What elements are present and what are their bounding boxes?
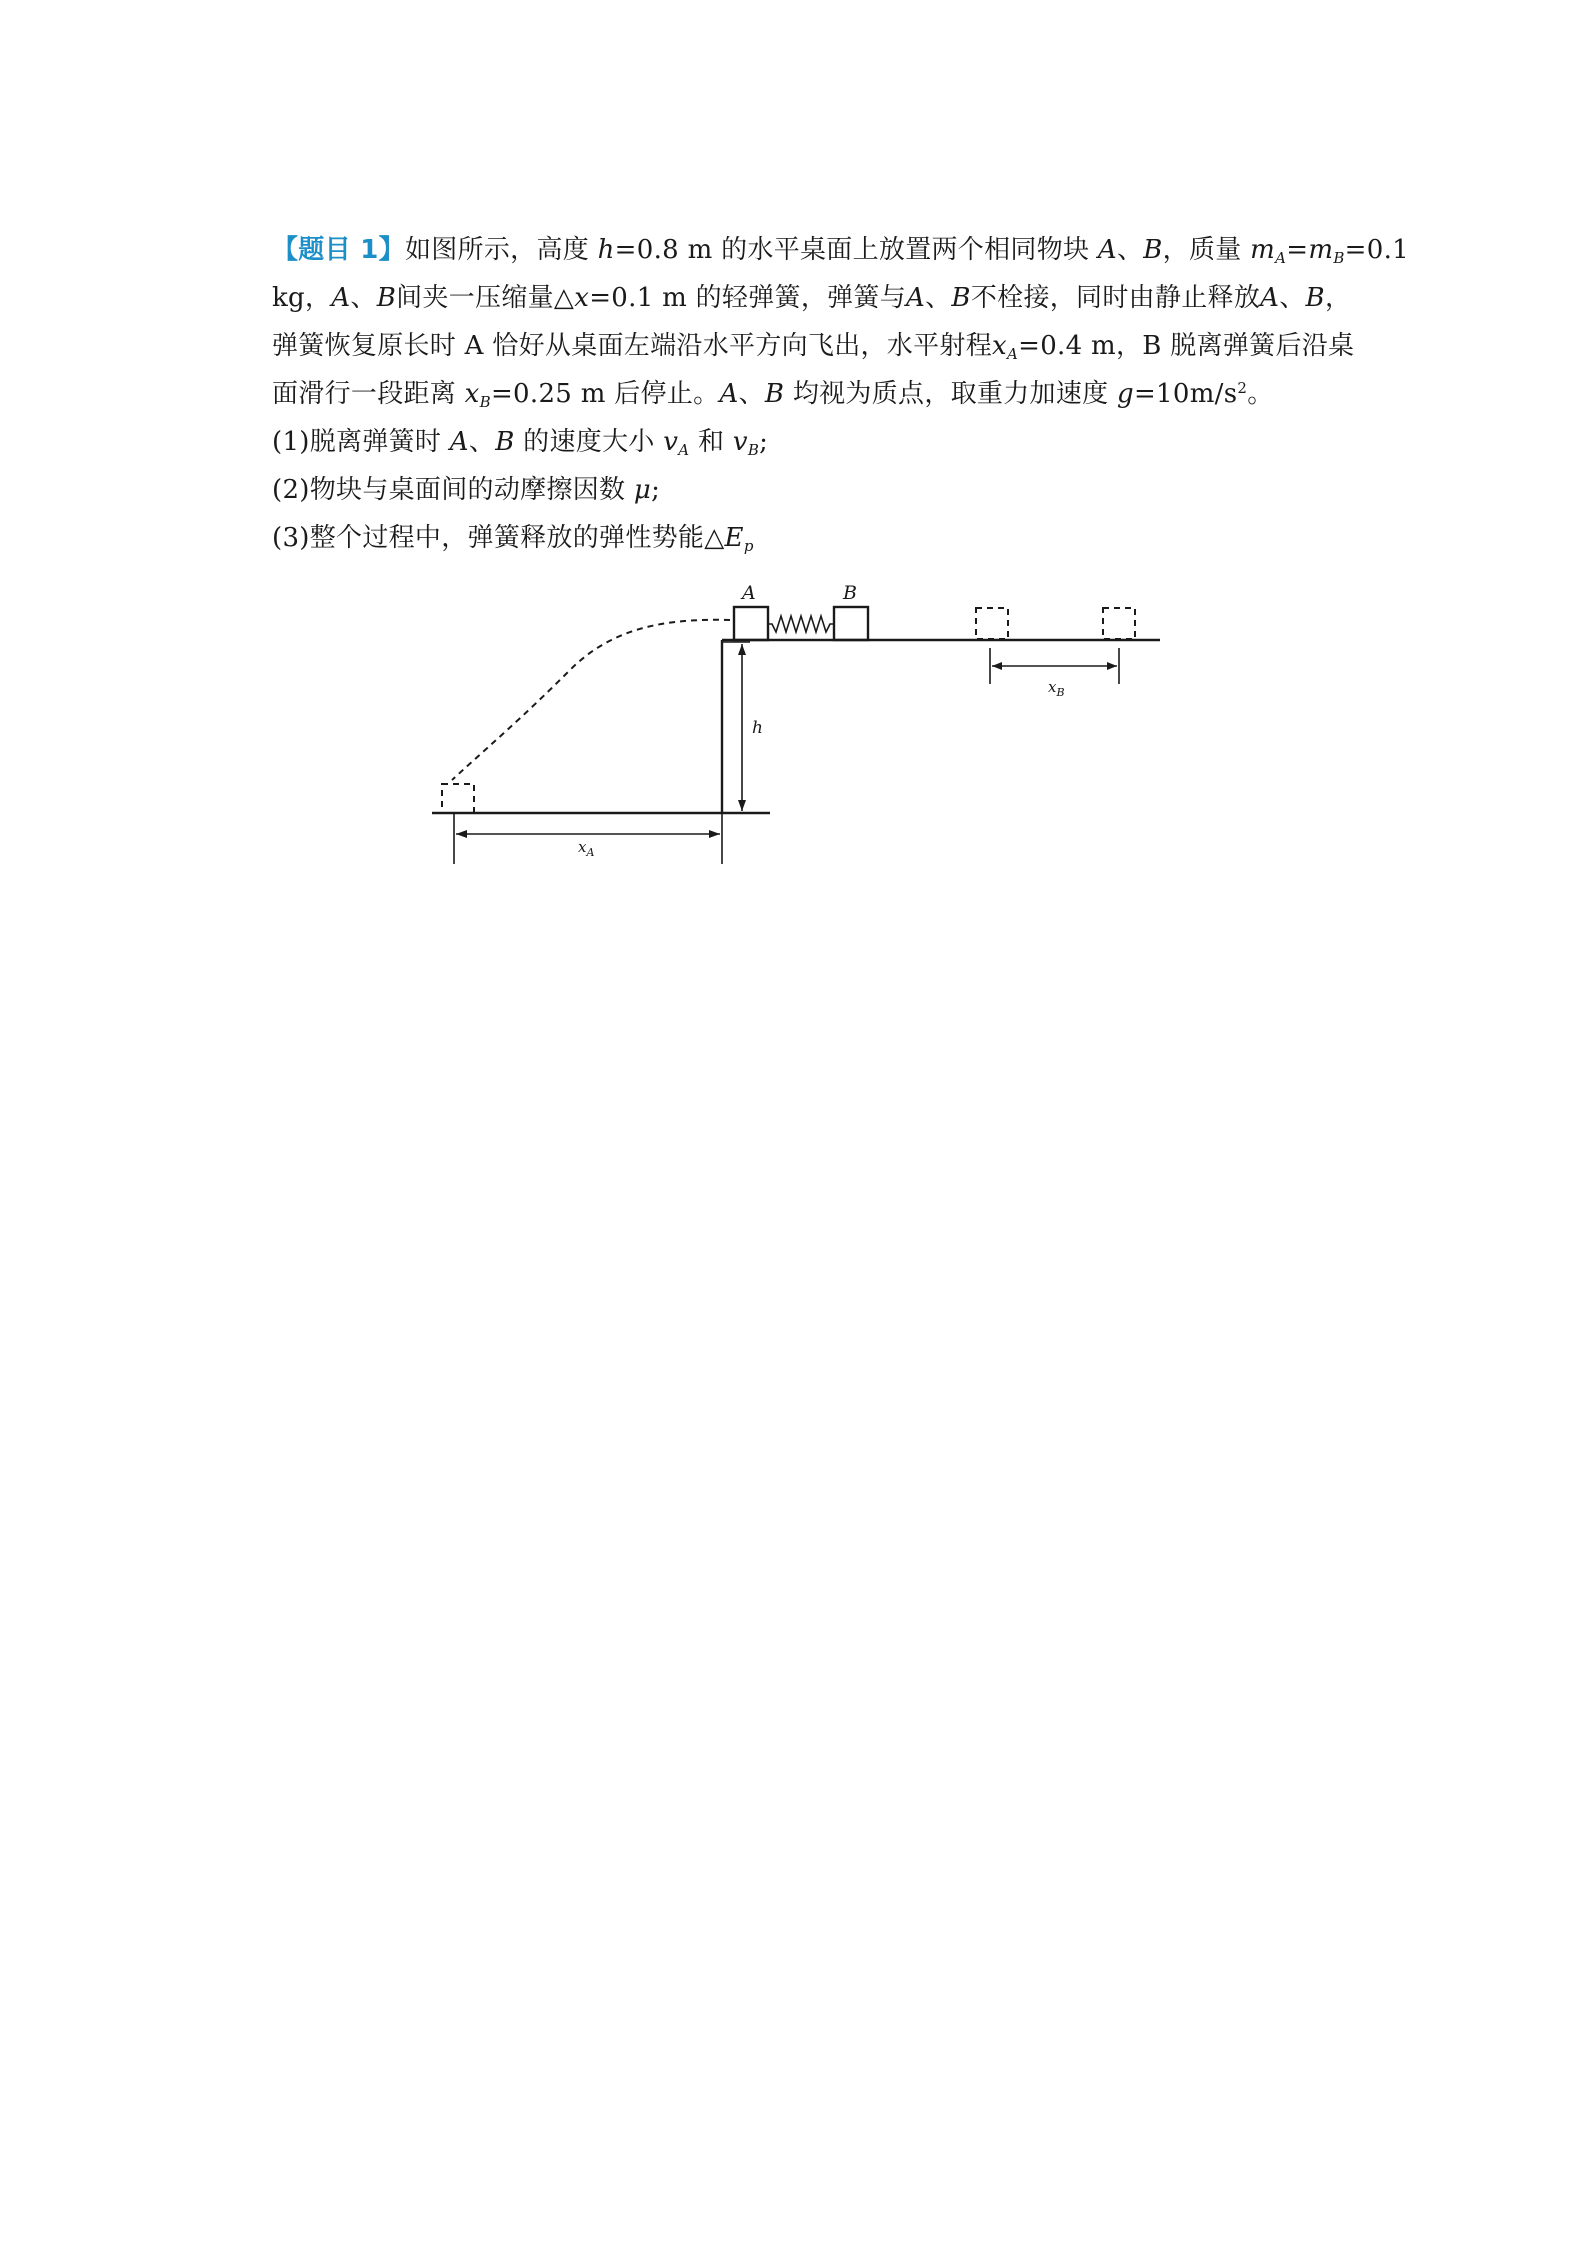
question-1 [272,418,1324,466]
question-2 [272,466,1324,514]
text: 的速度大小 [514,427,664,457]
xb-arrowhead-left [992,662,1002,670]
problem-line-2 [272,274,1352,322]
text: =10m/s [1133,379,1238,409]
var-x: x [464,379,480,409]
var-B: B [1305,283,1325,313]
var-A: A [449,427,469,457]
text: ， [1324,283,1352,313]
var-B: B [1143,235,1163,265]
text: (1)脱离弹簧时 [272,427,450,457]
block-b-stop-dashed [1103,608,1135,639]
var-x: x [574,283,590,313]
var-B: B [495,427,515,457]
seg [331,274,396,322]
subscript: B [747,441,760,459]
text: =0.1 [1344,235,1409,265]
seg [396,274,906,322]
label-b: B [843,582,857,604]
var-x: x [992,331,1007,361]
text: 和 [689,427,733,457]
text: kg， [272,283,332,313]
text: 、 [925,283,952,313]
label-xa: $x_A$ [578,838,595,859]
seg [1260,274,1351,322]
h-arrowhead-bottom [738,800,746,811]
var-B: B [376,283,397,313]
text: 、 [738,379,765,409]
text: =0.1 m 的轻弹簧，弹簧与 [589,283,907,313]
h-arrowhead-top [738,644,746,655]
seg [906,274,971,322]
subscript: A [1275,249,1287,267]
text: (3)整个过程中，弹簧释放的弹性势能△ [272,523,725,553]
block-a [734,607,768,640]
label-xb: $x_B$ [1048,678,1065,699]
text: 、 [1116,235,1144,265]
text: 、 [468,427,496,457]
text: (2)物块与桌面间的动摩擦因数 [272,475,634,505]
var-h: h [597,235,615,265]
text: 弹簧恢复原长时 A 恰好从桌面左端沿水平方向飞出，水平射程 [272,331,993,361]
problem-line-1 [272,226,1409,274]
var-m: m [1308,235,1334,265]
xb-arrowhead-right [1107,662,1117,670]
question-3 [272,514,1324,562]
text: =0.4 m，B 脱离弹簧后沿桌 [1018,331,1355,361]
text: 不栓接，同时由静止释放 [970,283,1261,313]
var-B: B [951,283,971,313]
var-A: A [719,379,739,409]
subscript: B [479,393,491,411]
subscript: A [678,441,690,459]
text: 、 [350,283,377,313]
text: =0.25 m 后停止。 [490,379,720,409]
var-g: g [1116,379,1134,409]
var-A: A [1260,283,1280,313]
text: ，质量 [1162,235,1251,265]
subscript: B [1333,249,1345,267]
block-b-start-dashed [976,608,1008,639]
var-A: A [331,283,351,313]
var-A: A [1097,235,1117,265]
seg [992,322,1354,370]
xa-arrowhead-left [456,830,467,838]
text: 面滑行一段距离 [272,379,465,409]
var-v: v [732,427,748,457]
block-a-landed [442,784,474,813]
physics-diagram [420,570,1180,870]
text: 如图所示，高度 [404,235,598,265]
text: 间夹一压缩量△ [396,283,575,313]
var-A: A [906,283,926,313]
superscript: 2 [1237,379,1248,397]
subscript: A [1006,345,1019,363]
trajectory-curve [452,620,730,780]
label-h: h [752,718,763,738]
text: ; [651,475,661,505]
var-v: v [663,427,679,457]
label-a: A [742,582,756,604]
problem-line-3 [272,322,1355,370]
text: 均视为质点，取重力加速度 [784,379,1117,409]
text: 、 [1279,283,1306,313]
text: 。 [1247,379,1274,409]
text: ; [759,427,769,457]
var-mu: μ [633,475,652,505]
var-E: E [724,523,744,553]
text: =0.8 m 的水平桌面上放置两个相同物块 [614,235,1098,265]
text: = [1286,235,1309,265]
subscript: p [743,537,754,555]
problem-tag: 【题目 1】 [272,235,405,265]
var-B: B [764,379,785,409]
block-b [834,607,868,640]
spring [768,616,834,632]
problem-statement [272,226,1409,562]
xa-arrowhead-right [709,830,720,838]
var-m: m [1250,235,1276,265]
problem-line-4 [272,370,1324,418]
